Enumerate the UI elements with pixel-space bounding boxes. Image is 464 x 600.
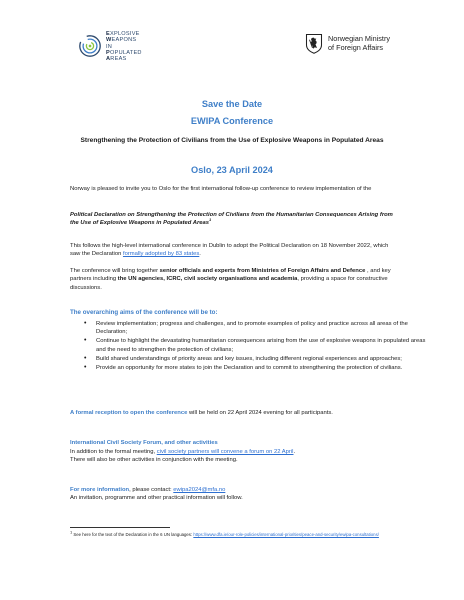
intro-paragraph bbox=[70, 185, 400, 193]
conf-text-1: The conference will bring together bbox=[70, 268, 160, 274]
follows-end: . bbox=[199, 251, 201, 258]
save-the-date-heading: Save the Date bbox=[201, 99, 263, 109]
reception-bold: A formal reception to open the conference bbox=[70, 410, 188, 416]
ewipa-emblem-icon bbox=[78, 34, 102, 58]
logo-line: WEAPONS bbox=[106, 37, 137, 44]
participants-paragraph bbox=[70, 267, 400, 292]
footnote-divider bbox=[70, 527, 170, 528]
list-item: • Build shared understandings of priority areas and key issues, including different regional experiences and approaches; bbox=[96, 355, 426, 363]
logo-line: EXPLOSIVE bbox=[106, 31, 140, 37]
list-item: • Review implementation; progress and challenges, and to promote examples of policy and practice across all areas of the Declaration; bbox=[96, 320, 426, 337]
date-and-place: Oslo, 23 April 2024 bbox=[191, 165, 273, 175]
conf-text-3: , providing a space for constructive discussions. bbox=[70, 276, 388, 291]
ministry-name-line2: of Foreign Affairs bbox=[328, 42, 384, 52]
footnote-number: 1 bbox=[70, 529, 73, 535]
dublin-paragraph bbox=[70, 242, 400, 259]
contact-email-link[interactable]: ewipa2024@mfa.no bbox=[173, 487, 226, 493]
ewipa-logo bbox=[78, 31, 142, 62]
forum-paragraph bbox=[70, 448, 400, 465]
contact-paragraph bbox=[70, 486, 400, 503]
ministry-name bbox=[328, 35, 390, 52]
ewipa-logo-text bbox=[106, 31, 142, 62]
conference-subtitle: Strengthening the Protection of Civilians from the Use of Explosive Weapons in Populated Areas bbox=[80, 137, 384, 144]
forum-text-1: In addition to the formal meeting, bbox=[70, 449, 157, 455]
declaration-title bbox=[70, 211, 400, 228]
forum-heading-text: International Civil Society Forum, and other activities bbox=[70, 440, 218, 446]
forum-heading bbox=[70, 439, 400, 447]
footnote-ref: 1 bbox=[209, 217, 212, 223]
conference-title: EWIPA Conference bbox=[190, 116, 274, 126]
forum-text-2: . bbox=[293, 449, 296, 455]
conf-text-2: , and key partners including bbox=[70, 268, 391, 283]
civil-society-forum-link[interactable]: civil society partners will convene a forum on 22 April bbox=[156, 449, 294, 455]
reception-paragraph bbox=[70, 409, 400, 417]
contact-line2: An invitation, programme and other practical information will follow. bbox=[70, 495, 243, 502]
aims-list bbox=[70, 320, 426, 372]
ministry-name-line1: Norwegian Ministry bbox=[328, 33, 391, 43]
footnote-url-link[interactable]: https://www.dfa.ie/our-role-policies/international-priorities/peace-and-security/ewipa-consultations/ bbox=[193, 532, 379, 537]
footnote-text: See here for the text of the Declaration in the 6 UN languages: bbox=[72, 532, 194, 537]
logo-line: AREAS bbox=[106, 56, 127, 63]
conf-bold-2: the UN agencies, ICRC, civil society organisations and academia bbox=[117, 276, 298, 283]
adopted-states-link[interactable]: formally adopted by 83 states bbox=[122, 251, 200, 258]
intro-text: Norway is pleased to invite you to Oslo for the first international follow-up conference to review implementation of the bbox=[70, 186, 372, 192]
norway-coat-of-arms-icon bbox=[305, 33, 323, 54]
list-item: • Provide an opportunity for more states to join the Declaration and to commit to strengthening the protection of civilians. bbox=[96, 364, 426, 372]
declaration-title-text: Political Declaration on Strengthening the Protection of Civilians from the Humanitarian Consequences Arising from the Use of Explosive Weapons in Populated Areas bbox=[70, 212, 393, 227]
ministry-logo bbox=[305, 33, 390, 54]
conf-bold-1: senior officials and experts from Ministries of Foreign Affairs and Defence bbox=[159, 268, 366, 274]
aims-heading: The overarching aims of the conference will be to: bbox=[70, 309, 218, 316]
reception-text: will be held on 22 April 2024 evening for all participants. bbox=[187, 410, 333, 416]
logo-line: POPULATED bbox=[106, 49, 142, 56]
list-item: • Continue to highlight the devastating humanitarian consequences arising from the use of explosive weapons in populated areas and the need to strengthen the protection of civilians; bbox=[96, 337, 426, 354]
forum-text-3: There will also be other activities in conjunction with the meeting. bbox=[70, 457, 238, 464]
footnote bbox=[70, 529, 400, 538]
contact-bold: For more information bbox=[70, 487, 130, 493]
follows-text: This follows the high-level international conference in Dublin to adopt the Political Declaration on 18 November 2022, which saw the Declaration bbox=[70, 243, 389, 258]
contact-text: , please contact: bbox=[129, 487, 174, 493]
logo-line: IN bbox=[106, 43, 113, 50]
